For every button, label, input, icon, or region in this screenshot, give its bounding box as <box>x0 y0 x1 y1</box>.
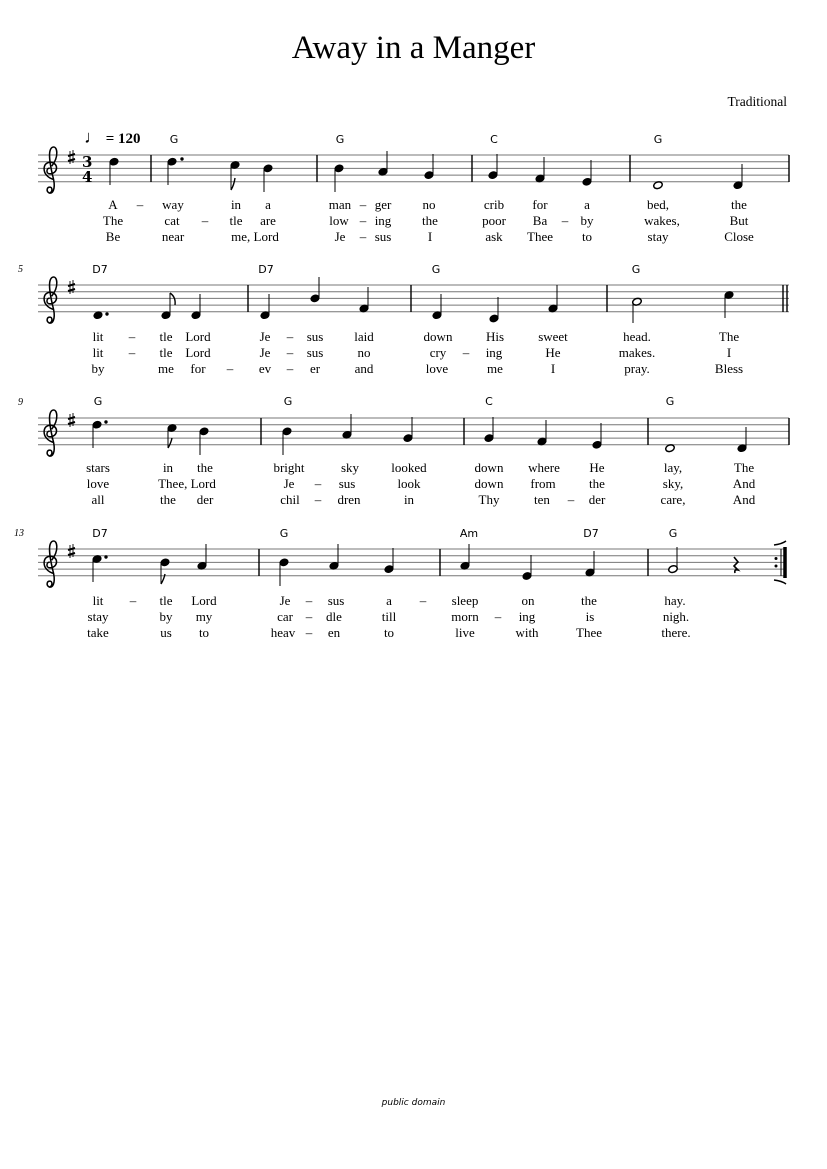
lyric-syllable: by <box>91 361 105 376</box>
lyric-syllable: ten <box>534 492 550 507</box>
lyric-syllable: Thee, Lord <box>158 476 216 491</box>
lyric-hyphen: – <box>305 609 313 624</box>
lyric-syllable: He <box>589 460 605 475</box>
lyric-syllable: hay. <box>664 593 686 608</box>
lyric-syllable: looked <box>391 460 427 475</box>
lyric-syllable: tle <box>229 213 243 228</box>
lyric-syllable: look <box>397 476 421 491</box>
lyric-syllable: a <box>584 197 590 212</box>
lyric-syllable: and <box>354 361 374 376</box>
lyric-syllable: The <box>718 329 740 344</box>
lyric-syllable: sweet <box>538 329 568 344</box>
lyric-syllable: dren <box>337 492 361 507</box>
lyric-syllable: wakes, <box>644 213 680 228</box>
lyric-syllable: makes. <box>618 345 656 360</box>
lyric-syllable: Je <box>259 345 271 360</box>
lyric-syllable: man <box>328 197 352 212</box>
chord-symbol: C <box>490 133 498 146</box>
chord-symbol: G <box>283 395 293 408</box>
lyric-hyphen: – <box>286 329 294 344</box>
lyric-syllable: bed, <box>646 197 670 212</box>
lyric-syllable: der <box>196 492 214 507</box>
lyric-syllable: for <box>532 197 548 212</box>
lyric-syllable: me <box>487 361 503 376</box>
lyric-syllable: a <box>265 197 271 212</box>
lyric-syllable: cat <box>164 213 180 228</box>
lyric-hyphen: – <box>359 213 367 228</box>
lyric-syllable: Lord <box>185 329 211 344</box>
lyric-syllable: my <box>195 609 213 624</box>
lyric-hyphen: – <box>494 609 502 624</box>
lyric-hyphen: – <box>286 361 294 376</box>
lyric-syllable: in <box>403 492 415 507</box>
lyric-syllable: lit <box>92 345 104 360</box>
lyric-syllable: are <box>260 213 276 228</box>
lyric-hyphen: – <box>305 625 313 640</box>
lyric-hyphen: – <box>359 197 367 212</box>
lyric-syllable: a <box>386 593 392 608</box>
lyric-syllable: by <box>159 609 173 624</box>
lyric-syllable: us <box>160 625 172 640</box>
lyric-syllable: ing <box>374 213 392 228</box>
chord-symbol: D7 <box>92 527 108 540</box>
lyric-syllable: bright <box>273 460 305 475</box>
chord-symbol: G <box>335 133 345 146</box>
lyric-syllable: The <box>102 213 124 228</box>
chord-symbol: G <box>169 133 179 146</box>
lyric-syllable: sus <box>338 476 356 491</box>
chord-symbol: G <box>668 527 678 540</box>
lyric-syllable: sus <box>306 329 324 344</box>
lyric-syllable: me <box>158 361 174 376</box>
lyric-syllable: heav <box>270 625 296 640</box>
lyric-syllable: in <box>162 460 174 475</box>
lyric-syllable: Bless <box>714 361 744 376</box>
lyric-syllable: Je <box>279 593 291 608</box>
lyric-syllable: Thee <box>527 229 553 244</box>
lyric-syllable: pray. <box>624 361 650 376</box>
svg-text:4: 4 <box>82 168 93 186</box>
lyric-syllable: lit <box>92 593 104 608</box>
lyric-syllable: the <box>422 213 438 228</box>
lyric-hyphen: – <box>561 213 569 228</box>
lyric-syllable: His <box>485 329 505 344</box>
staff-system-4 <box>38 541 786 587</box>
lyric-syllable: in <box>230 197 242 212</box>
lyric-hyphen: – <box>128 345 136 360</box>
composer-credit: Traditional <box>727 94 787 109</box>
lyric-syllable: Je <box>334 229 346 244</box>
lyric-syllable: to <box>581 229 593 244</box>
staff-system-3 <box>38 410 789 456</box>
license-footer: public domain <box>381 1098 446 1108</box>
lyric-syllable: live <box>455 625 475 640</box>
lyric-syllable: sus <box>374 229 392 244</box>
lyric-syllable: down <box>474 476 504 491</box>
lyric-syllable: near <box>161 229 185 244</box>
chord-symbol: D7 <box>92 263 108 276</box>
lyric-syllable: take <box>87 625 109 640</box>
chord-symbol: D7 <box>583 527 599 540</box>
chord-symbol: D7 <box>258 263 274 276</box>
lyric-syllable: love <box>86 476 110 491</box>
lyric-syllable: I <box>427 229 433 244</box>
lyric-hyphen: – <box>136 197 144 212</box>
lyric-syllable: car <box>277 609 293 624</box>
lyric-syllable: to <box>198 625 210 640</box>
lyric-syllable: And <box>732 492 756 507</box>
lyric-syllable: from <box>530 476 556 491</box>
lyric-syllable: me, Lord <box>231 229 279 244</box>
chord-symbol: G <box>653 133 663 146</box>
chord-symbol: G <box>279 527 289 540</box>
lyric-syllable: tle <box>159 345 173 360</box>
lyric-syllable: Close <box>724 229 754 244</box>
lyric-syllable: all <box>91 492 105 507</box>
chord-symbol: G <box>93 395 103 408</box>
lyric-syllable: sky <box>340 460 360 475</box>
lyric-syllable: the <box>731 197 747 212</box>
lyric-syllable: er <box>309 361 321 376</box>
lyric-syllable: But <box>729 213 749 228</box>
chord-symbol: Am <box>459 527 479 540</box>
lyric-hyphen: – <box>129 593 137 608</box>
lyric-syllable: the <box>581 593 597 608</box>
lyric-syllable: stars <box>86 460 110 475</box>
lyric-syllable: no <box>357 345 371 360</box>
lyric-syllable: dle <box>326 609 342 624</box>
lyric-syllable: till <box>381 609 397 624</box>
lyric-hyphen: – <box>201 213 209 228</box>
lyric-hyphen: – <box>567 492 575 507</box>
lyric-syllable: Thy <box>478 492 500 507</box>
lyric-syllable: chil <box>280 492 300 507</box>
lyric-syllable: ger <box>374 197 392 212</box>
lyric-syllable: love <box>425 361 449 376</box>
lyric-syllable: on <box>521 593 535 608</box>
chord-symbol: C <box>485 395 493 408</box>
lyric-syllable: stay <box>647 229 669 244</box>
lyric-syllable: nigh. <box>662 609 690 624</box>
lyric-syllable: poor <box>482 213 506 228</box>
lyric-syllable: there. <box>661 625 691 640</box>
tempo-value: = 120 <box>105 131 141 147</box>
lyric-syllable: The <box>733 460 755 475</box>
lyric-syllable: sky, <box>662 476 684 491</box>
lyric-hyphen: – <box>314 492 322 507</box>
lyric-hyphen: – <box>419 593 427 608</box>
lyric-hyphen: – <box>286 345 294 360</box>
lyric-syllable: sus <box>306 345 324 360</box>
lyric-syllable: tle <box>159 329 173 344</box>
lyric-syllable: ing <box>518 609 536 624</box>
lyric-syllable: the <box>160 492 176 507</box>
lyric-syllable: Je <box>259 329 271 344</box>
lyric-syllable: sus <box>327 593 345 608</box>
lyric-syllable: way <box>162 197 184 212</box>
measure-number-5: 5 <box>18 264 23 275</box>
measure-number-13: 13 <box>14 528 24 539</box>
svg-text:3: 3 <box>82 153 93 171</box>
lyric-syllable: lit <box>92 329 104 344</box>
chord-symbol: G <box>631 263 641 276</box>
lyric-hyphen: – <box>226 361 234 376</box>
lyric-syllable: A <box>108 197 118 212</box>
lyric-syllable: is <box>585 609 595 624</box>
lyric-syllable: morn <box>451 609 479 624</box>
lyric-syllable: head. <box>623 329 651 344</box>
lyric-syllable: I <box>726 345 732 360</box>
lyric-syllable: for <box>190 361 206 376</box>
lyric-syllable: the <box>197 460 213 475</box>
lyric-syllable: Je <box>283 476 295 491</box>
lyric-syllable: cry <box>429 345 447 360</box>
lyric-syllable: sleep <box>451 593 479 608</box>
lyric-syllable: Ba <box>532 213 548 228</box>
lyric-syllable: ev <box>258 361 272 376</box>
song-title: Away in a Manger <box>291 30 536 66</box>
lyric-syllable: tle <box>159 593 173 608</box>
quarter-note-icon: ♩ <box>84 127 102 147</box>
lyric-syllable: ask <box>485 229 503 244</box>
lyric-syllable: And <box>732 476 756 491</box>
lyric-syllable: care, <box>660 492 686 507</box>
lyric-syllable: crib <box>483 197 505 212</box>
lyric-syllable: der <box>588 492 606 507</box>
lyric-syllable: by <box>580 213 594 228</box>
lyric-hyphen: – <box>359 229 367 244</box>
lyric-syllable: down <box>423 329 453 344</box>
lyric-syllable: laid <box>354 329 374 344</box>
staff-system-1 <box>38 147 789 193</box>
lyric-syllable: en <box>327 625 341 640</box>
chord-symbol: G <box>665 395 675 408</box>
lyric-hyphen: – <box>305 593 313 608</box>
lyric-syllable: ing <box>485 345 503 360</box>
lyric-hyphen: – <box>128 329 136 344</box>
chord-symbol: G <box>431 263 441 276</box>
lyric-syllable: where <box>528 460 560 475</box>
lyric-syllable: down <box>474 460 504 475</box>
lyric-syllable: Lord <box>191 593 217 608</box>
lyric-syllable: Be <box>105 229 121 244</box>
measure-number-9: 9 <box>18 397 23 408</box>
lyric-syllable: stay <box>87 609 109 624</box>
lyric-syllable: Lord <box>185 345 211 360</box>
staff-system-2 <box>38 277 789 323</box>
lyric-hyphen: – <box>462 345 470 360</box>
lyric-hyphen: – <box>314 476 322 491</box>
lyric-syllable: I <box>550 361 556 376</box>
lyric-syllable: no <box>422 197 436 212</box>
lyric-syllable: to <box>383 625 395 640</box>
lyric-syllable: low <box>329 213 349 228</box>
lyric-syllable: the <box>589 476 605 491</box>
lyric-syllable: He <box>545 345 561 360</box>
lyric-syllable: lay, <box>663 460 683 475</box>
lyric-syllable: Thee <box>576 625 602 640</box>
lyric-syllable: with <box>515 625 539 640</box>
